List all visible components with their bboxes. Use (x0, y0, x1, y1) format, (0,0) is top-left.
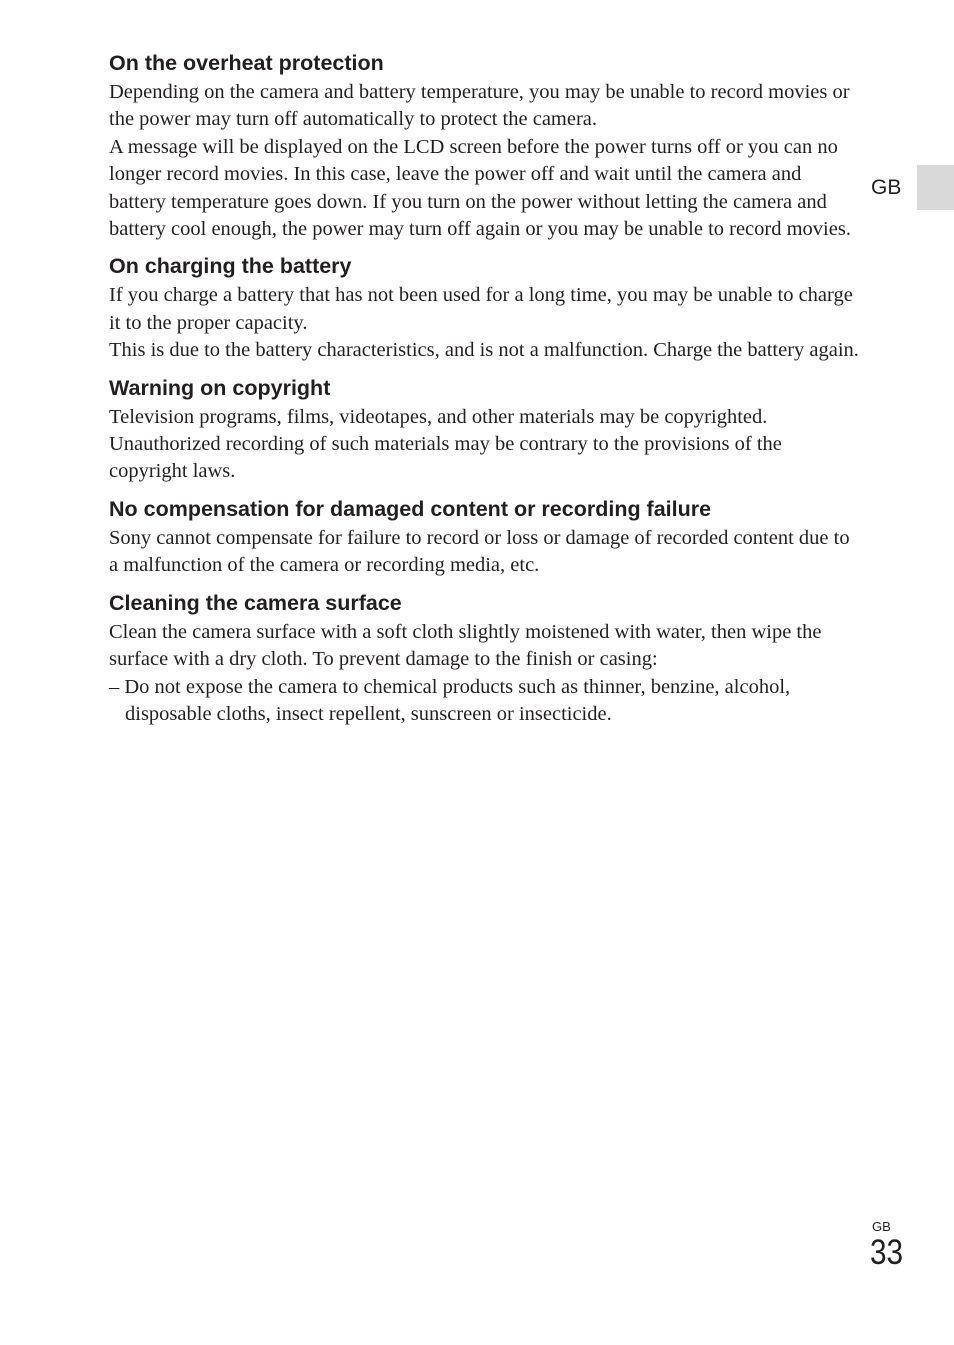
section-paragraph: Clean the camera surface with a soft cloth slightly moistened with water, then wipe the surface with a dry cloth. To prevent damage to the finish or casing: (109, 620, 822, 671)
section-heading: No compensation for damaged content or recording failure (109, 496, 712, 521)
section-paragraph: A message will be displayed on the LCD screen before the power turns off or you can no longer record movies. In this case, leave the power off and wait until the camera and battery temperature goes down. If you turn on the power without letting the camera and battery cool enough, the power may turn off again or you may be unable to record movies. (109, 135, 851, 241)
section-paragraph: If you charge a battery that has not been used for a long time, you may be unable to charge it to the proper capacity. (109, 284, 853, 334)
side-tab-label: GB (871, 176, 902, 199)
section-no-compensation (109, 494, 861, 580)
section-heading: Warning on copyright (109, 375, 331, 400)
section-paragraph: Sony cannot compensate for failure to record or loss or damage of recorded content due to a malfunction of the camera or recording media, etc. (109, 526, 850, 577)
section-overheat-protection (109, 48, 861, 243)
side-tab-marker (917, 165, 954, 210)
section-paragraph: Television programs, films, videotapes, and other materials may be copyrighted. Unauthorized recording of such materials may be contrary to the provisions of the copyright laws. (109, 405, 782, 483)
section-copyright-warning (109, 373, 861, 486)
section-paragraph: This is due to the battery characteristics, and is not a malfunction. Charge the battery again. (109, 339, 859, 362)
section-heading: On the overheat protection (109, 51, 384, 75)
document-body (109, 48, 861, 728)
section-charging-battery (109, 251, 861, 364)
section-heading: On charging the battery (109, 254, 352, 279)
section-paragraph: Depending on the camera and battery temperature, you may be unable to record movies or the power may turn off automatically to protect the camera. (109, 81, 850, 131)
section-cleaning-surface (109, 588, 861, 729)
bullet-item: – Do not expose the camera to chemical products such as thinner, benzine, alcohol, disposable cloths, insect repellent, sunscreen or insecticide. (109, 675, 791, 725)
page-number: 33 (870, 1233, 904, 1272)
section-heading: Cleaning the camera surface (109, 590, 402, 615)
page-region-label: GB (872, 1219, 891, 1234)
